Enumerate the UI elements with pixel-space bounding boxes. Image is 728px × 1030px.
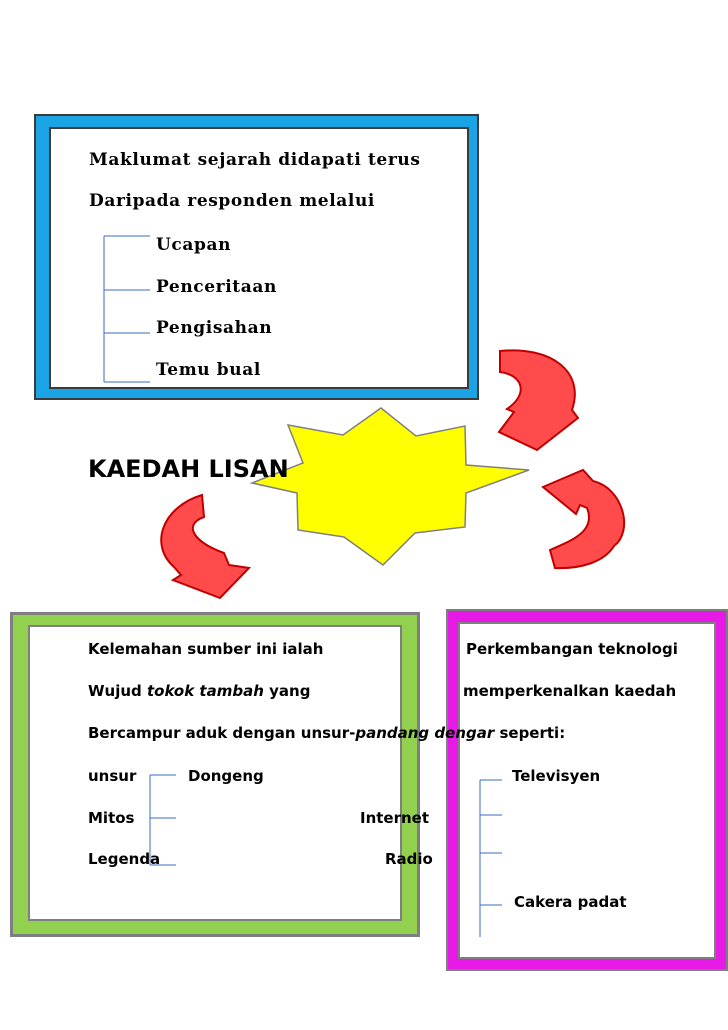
curved-arrow-top-right <box>499 350 578 450</box>
center-star <box>252 408 529 565</box>
right-item-cakera-padat: Cakera padat <box>514 893 627 911</box>
right-item-televisyen: Televisyen <box>512 767 601 785</box>
top-item-penceritaan: Penceritaan <box>156 277 277 297</box>
left-item-mitos: Mitos <box>88 809 135 827</box>
left-box-line-3: Bercampur aduk dengan unsur-pandang dengar seperti: <box>88 724 566 742</box>
top-box-line-1: Maklumat sejarah didapati terus <box>89 150 421 170</box>
right-item-radio: Radio <box>385 850 433 868</box>
right-bracket <box>480 780 502 937</box>
top-item-temu-bual: Temu bual <box>156 360 261 380</box>
left-item-unsur: unsur <box>88 767 137 785</box>
top-bracket <box>104 236 150 382</box>
right-item-internet: Internet <box>360 809 430 827</box>
left-item-dongeng: Dongeng <box>188 767 264 785</box>
curved-arrow-right <box>543 470 624 568</box>
top-item-ucapan: Ucapan <box>156 235 232 255</box>
top-box-line-2: Daripada responden melalui <box>89 191 375 211</box>
page-title: KAEDAH LISAN <box>88 455 289 483</box>
right-box-line-1: Perkembangan teknologi <box>466 640 678 658</box>
left-box-line-2: Wujud tokok tambah yang <box>88 682 311 700</box>
right-box-line-2: memperkenalkan kaedah <box>463 682 677 700</box>
left-box-line-1: Kelemahan sumber ini ialah <box>88 640 324 658</box>
top-item-pengisahan: Pengisahan <box>156 318 273 338</box>
curved-arrow-left <box>161 495 249 598</box>
left-item-legenda: Legenda <box>88 850 161 868</box>
